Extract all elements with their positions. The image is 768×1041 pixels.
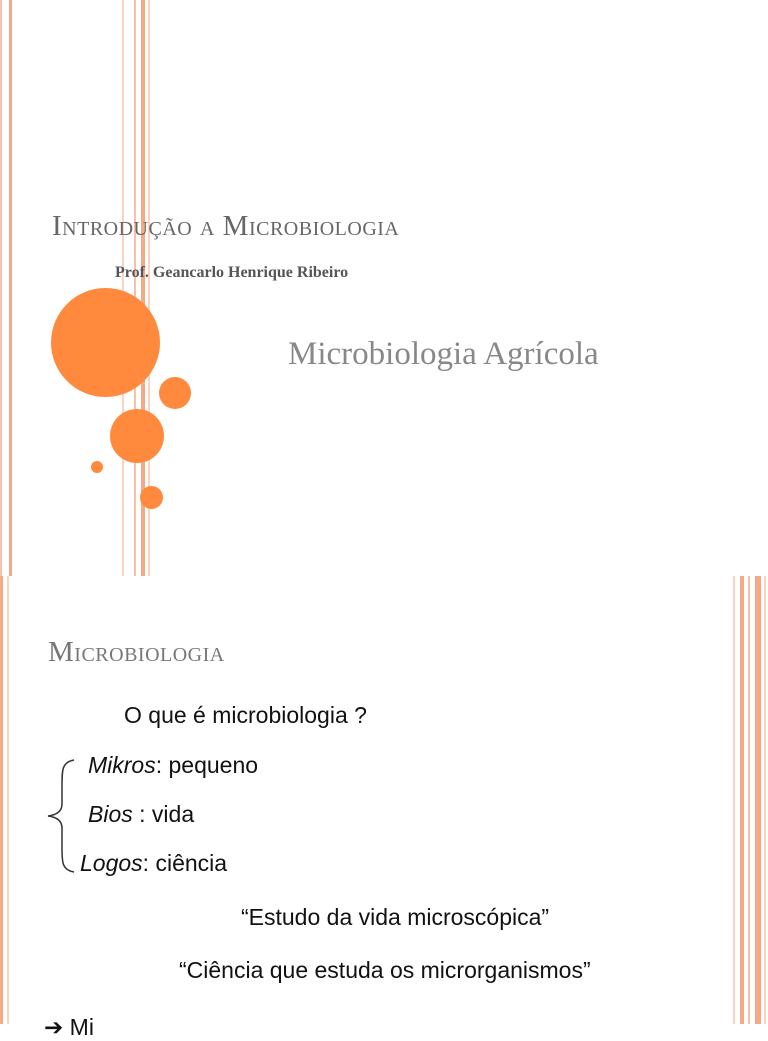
term-separator: : (132, 801, 152, 827)
decor-circle-small (140, 486, 163, 509)
decor-circle-tiny (91, 461, 103, 473)
term-row-bios (88, 801, 194, 828)
decor-circle-small (159, 377, 191, 409)
partial-text: Mi (69, 1014, 94, 1040)
term-meaning: vida (151, 801, 195, 827)
decor-circle-large (51, 288, 160, 397)
arrow-bullet-icon: ➔ (44, 1014, 64, 1040)
decor-stripe (122, 0, 124, 576)
term-word: Bios (88, 801, 133, 827)
term-word: Mikros (88, 752, 156, 778)
term-separator: : (142, 850, 156, 876)
term-row-mikros (88, 752, 258, 779)
curly-brace-icon (44, 756, 78, 876)
quote-definition-1: “Estudo da vida microscópica” (241, 904, 550, 930)
decor-circle-medium (110, 409, 164, 463)
term-separator: : (155, 752, 169, 778)
term-meaning: ciência (155, 850, 228, 876)
decor-stripe (755, 576, 761, 1024)
decor-stripe (748, 576, 750, 1024)
question-text: O que é microbiologia ? (124, 702, 367, 728)
decor-stripe (0, 0, 2, 576)
decor-stripe (733, 576, 735, 1024)
decor-stripe (7, 576, 9, 1024)
term-word: Logos (80, 850, 143, 876)
decor-stripe (764, 576, 766, 1024)
decor-stripe (9, 0, 12, 576)
term-meaning: pequeno (168, 752, 259, 778)
decor-stripe (0, 576, 3, 1024)
slide-title: Introdução a Microbiologia (52, 210, 400, 242)
decor-stripe (740, 576, 744, 1024)
partial-bullet-line (44, 1014, 94, 1041)
author-name: Prof. Geancarlo Henrique Ribeiro (115, 264, 349, 281)
term-row-logos (80, 850, 227, 877)
slide-title: Microbiologia (48, 636, 225, 668)
slide-2 (0, 576, 768, 1040)
decor-stripe (134, 0, 136, 576)
quote-definition-2: “Ciência que estuda os microrganismos” (179, 957, 591, 983)
course-subtitle: Microbiologia Agrícola (288, 336, 599, 372)
